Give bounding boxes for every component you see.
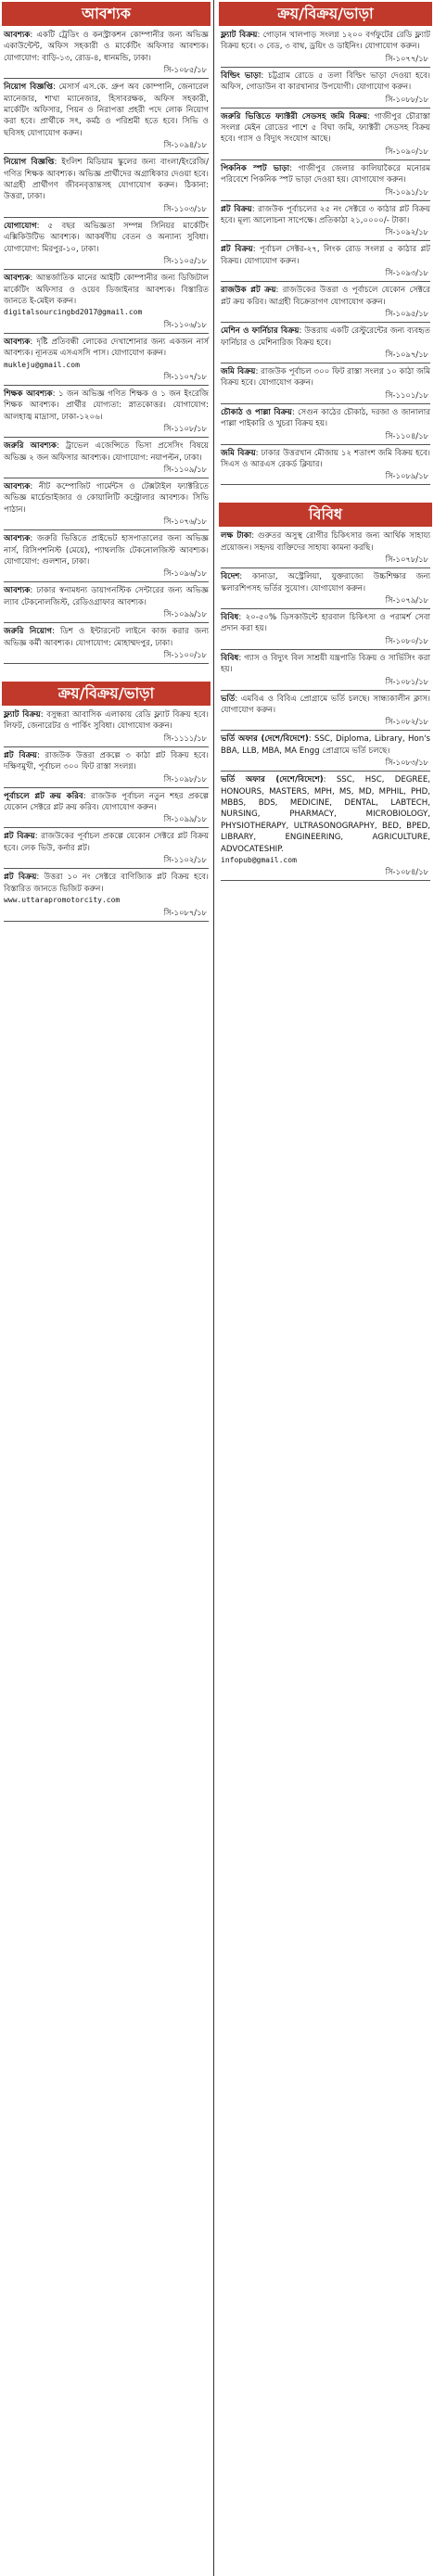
classified-ad: [221, 448, 430, 471]
ad-divider: [4, 787, 209, 788]
ad-title: বিদেশ: [221, 572, 240, 582]
ad-body: : SSC, Diploma, Library, Hon's BBA, LLB, MBA, MA Engg প্রোগ্রামে ভর্তি চলছে।: [221, 734, 430, 756]
section-heading-buy-sell-rent: ক্রয়/বিক্রয়/ভাড়া: [2, 682, 211, 706]
classified-ad: [4, 831, 209, 854]
ad-title: আবশ্যক: [4, 586, 31, 596]
ad-body: : ৫ বছর অভিজ্ঞতা সম্পন্ন সিনিয়র মার্কেটিং এক্সিকিউটিভ আবশ্যক। আকর্ষণীয় বেতন ও অন্যান্য সুবিধা। যোগাযোগ: মিরপুর-১০, ঢাকা।: [4, 221, 209, 254]
classified-ad: [221, 366, 430, 389]
ad-body: : দৃষ্টি প্রতিবন্ধী লোকের দেখাশোনার জন্য একজন নার্স আবশ্যক। ন্যূনতম এসএসসি পাস। যোগাযোগ করুন।: [4, 337, 209, 359]
ad-divider: [221, 730, 430, 731]
ad-title: প্লট বিক্রয়: [221, 204, 252, 214]
ad-title: আবশ্যক: [4, 481, 31, 491]
ad-title: ভর্তি: [221, 694, 236, 704]
ad-divider: [4, 217, 209, 218]
ad-divider: [221, 403, 430, 404]
ad-title: চৌকাঠ ও পাল্লা বিক্রয়: [221, 407, 292, 417]
ad-divider: [221, 240, 430, 241]
ad-divider: [4, 746, 209, 747]
ad-body: : ট্রাভেল এজেন্সিতে ভিসা প্রসেসিং বিষয়ে অভিজ্ঞ ২ জন অফিসার আবশ্যক। যোগাযোগ: নয়াপল্টন, ঢাকা।: [4, 441, 209, 463]
section-heading-buy-sell-rent-right: ক্রয়/বিক্রয়/ভাড়া: [219, 2, 432, 26]
ad-reference-code: সি-১১০৮/১৮: [163, 424, 207, 434]
ad-title: নিয়োগ বিজ্ঞপ্তি: [4, 158, 55, 168]
classified-ad: [221, 774, 430, 866]
ad-body: : বসুন্ধরা আবাসিক এলাকায় রেডি ফ্ল্যাট বিক্রয় হবে। লিফট, জেনারেটর ও পার্কিং সুবিধা। যোগাযোগ করুন।: [4, 710, 209, 732]
ad-reference-code: সি-১০৯০/১৮: [385, 146, 428, 156]
ad-title: পূর্বাচলে প্লট ক্রয় করিব: [4, 791, 83, 801]
ad-body: : সেগুন কাঠের চৌকাঠ, দরজা ও জানালার পাল্লা পাইকারি ও খুচরা বিক্রয় হয়।: [221, 407, 431, 429]
ad-reference-code: সি-১০৯৯/১৮: [163, 814, 207, 824]
ad-divider: [4, 333, 209, 334]
section-heading-wanted: আবশ্যক: [2, 2, 211, 26]
classified-ad: [221, 694, 430, 717]
ad-divider: [221, 444, 430, 445]
classified-ad: [4, 82, 209, 139]
ad-body: : ডিশ ও ইন্টারনেট লাইনে কাজ করার জন্য অভিজ্ঞ কর্মী আবশ্যক। যোগাযোগ: মোহাম্মদপুর, ঢাকা।: [4, 627, 209, 648]
ad-divider: [4, 622, 209, 623]
ad-reference-code: সি-১০৯২/১৮: [385, 227, 428, 237]
ad-body: : রাজউক উত্তরা প্রকল্পে ৩ কাঠা প্লট বিক্রয় হবে। দক্ষিণমুখী, পূর্বাচল ৩০০ ফিট রাস্তা সংলগ্ন।: [4, 750, 210, 772]
ad-reference-code: সি-১১০৭/১৮: [163, 371, 207, 381]
ad-title: নিয়োগ বিজ্ঞপ্তি: [4, 83, 54, 93]
ad-divider: [4, 581, 209, 582]
ad-divider: [4, 153, 209, 154]
ad-divider: [221, 567, 430, 568]
ad-body: : ১ জন অভিজ্ঞ গণিত শিক্ষক ও ১ জন ইংরেজি শিক্ষক আবশ্যক। প্রার্থীর যোগ্যতা: স্নাতকোত্তর। যোগাযোগ: আলহাজ্ব মাদ্রাসা, ঢাকা-১২০৬।: [4, 389, 210, 422]
ad-title: জমি বিক্রয়: [221, 366, 256, 376]
classified-ad: [221, 530, 430, 554]
ad-title: জরুরি ভিত্তিতে ফ্যাক্টরী সেডসহ জমি বিক্রয়: [221, 111, 368, 121]
ad-title: লক্ষ টাকা: [221, 531, 252, 542]
ad-reference-code: সি-১০৯৯/১৮: [163, 609, 207, 619]
ad-reference-code: সি-১০৯৩/১৮: [385, 268, 428, 278]
ad-body: : ঢাকার উত্তরখান মৌজায় ১২ শতাংশ জমি বিক্রয় হবে। সিএস ও আরএস রেকর্ড ক্লিয়ার।: [221, 448, 430, 469]
ad-body: : নীট কম্পোজিট গার্মেন্টস ও টেক্সটাইল ফ্যাক্টরিতে অভিজ্ঞ মার্চেন্ডাইজার ও কোয়ালিটি কন্ট্রোলার আবশ্যক। সিভি পাঠান।: [4, 481, 209, 515]
ad-divider: [221, 880, 430, 881]
ad-body: : গোড়ান খালপাড় সংলগ্ন ১২০০ বর্গফুটের রেডি ফ্ল্যাট বিক্রয় হবে। ৩ বেড, ৩ বাথ, ড্রয়িং ও ডাইনিং। যোগাযোগ করুন।: [221, 31, 430, 52]
ad-reference-code: সি-১১০৯/১৮: [163, 464, 207, 474]
ad-reference-code: সি-১০৭৯/১৮: [385, 594, 428, 605]
ad-title: ভর্তি অফার (দেশে/বিদেশে): [221, 734, 309, 745]
ad-title: যোগাযোগ: [4, 221, 37, 231]
ad-divider: [221, 484, 430, 485]
ad-title: প্লট বিক্রয়: [4, 750, 37, 760]
right-ads2-list: [219, 530, 432, 881]
ad-reference-code: সি-১০৯৬/১৮: [163, 568, 207, 579]
ad-reference-code: সি-১০৮২/১৮: [385, 717, 428, 727]
ad-title: আবশ্যক: [4, 31, 31, 40]
ad-reference-code: সি-১১০২/১৮: [163, 855, 207, 865]
ad-body: : এমবিএ ও বিবিএ প্রোগ্রামে ভর্তি চলছে। সান্ধ্যকালীন ক্লাস। যোগাযোগ করুন।: [221, 694, 430, 715]
classified-ad: [4, 533, 209, 567]
ad-body: : আন্তর্জাতিক মানের আইটি কোম্পানীর জন্য ডিজিটাল মার্কেটিং অফিসার ও ওয়েব ডিজাইনার আবশ্যক। বিস্তারিত জানতে ই-মেইল করুন।: [4, 274, 209, 306]
ad-divider: [221, 200, 430, 201]
ad-reference-code: সি-১১০০/১৮: [163, 650, 207, 660]
classified-ad: [4, 750, 209, 773]
classified-ad: [221, 30, 430, 53]
ad-title: আবশ্যক: [4, 274, 31, 284]
ad-body: : গাজীপুর জেলার কালিয়াকৈরে মনোরম পরিবেশে পিকনিক স্পট ভাড়া দেওয়া হয়। যোগাযোগ করুন।: [221, 163, 430, 185]
classified-ad: [221, 244, 430, 267]
ad-reference-code: সি-১০৮৭/১৮: [163, 907, 207, 917]
ad-body: : পূর্বাচল সেক্টর-২৭, লিংক রোড সংলগ্ন ৫ কাঠার প্লট বিক্রয়। যোগাযোগ করুন।: [221, 245, 430, 266]
ad-title: মেশিন ও ফার্নিচার বিক্রয়: [221, 326, 300, 337]
section-heading-miscellaneous: বিবিধ: [219, 503, 432, 527]
ad-reference-code: সি-১১০৩/১৮: [163, 203, 207, 213]
classified-ad: [4, 481, 209, 516]
ad-title: শিক্ষক আবশ্যক: [4, 389, 53, 399]
ad-title: প্লট বিক্রয়: [4, 873, 37, 883]
ad-body: : রাজউকের উত্তরা ও পূর্বাচলে যেকোন সেক্টরে প্লট ক্রয় করিব। আগ্রহী বিক্রেতাগণ যোগাযোগ করুন।: [221, 286, 430, 307]
ad-title: বিবিধ: [221, 612, 239, 622]
ad-title: জরুরি নিয়োগ: [4, 627, 53, 637]
ad-email-link[interactable]: infopub@gmail.com: [221, 856, 297, 865]
ad-body: : উত্তরা ১০ নং সেক্টরে বাণিজ্যিক প্লট বিক্রয় হবে। বিস্তারিত জানতে ভিজিট করুন।: [4, 873, 209, 894]
classified-ad: [4, 585, 209, 608]
ad-reference-code: সি-১০৮৩/১৮: [385, 758, 428, 768]
ad-reference-code: সি-১১০৫/১৮: [163, 256, 207, 266]
ad-body: : রাজউকের পূর্বাচল প্রকল্পে যেকোন সেক্টরে প্লট বিক্রয় হবে। লেক ভিউ, কর্নার প্লট।: [4, 832, 210, 853]
ad-body: : উত্তরায় একটি রেস্টুরেন্টের জন্য ব্যবহৃত ফার্নিচার ও মেশিনারিজ বিক্রয় হবে।: [221, 326, 430, 348]
classified-ad: [4, 157, 209, 203]
classified-ad: [4, 791, 209, 814]
ad-body: : গাজীপুর চৌরাস্তা সংলগ্ন মেইন রোডের পাশে ৫ বিঘা জমি, ফ্যাক্টরী সেডসহ বিক্রয় হবে। গ্যাস ও বিদ্যুৎ সংযোগ আছে।: [221, 111, 430, 145]
classified-ad: [4, 440, 209, 464]
classified-ad: [4, 709, 209, 733]
classified-ad: [221, 612, 430, 635]
classified-ad: [221, 407, 430, 430]
ad-title: জরুরি আবশ্যক: [4, 441, 57, 452]
ad-email-link[interactable]: mukleju@gmail.com: [4, 360, 80, 369]
classified-ad: [221, 111, 430, 146]
ad-title: ফ্ল্যাট বিক্রয়: [4, 710, 41, 721]
ad-title: প্লট বিক্রয়: [4, 832, 35, 842]
classified-ad: [4, 221, 209, 255]
classified-ad: [4, 337, 209, 371]
classified-ad: [221, 653, 430, 676]
ad-body: : ২০-৫০% ডিসকাউন্টে হারবাল চিকিৎসা ও পরামর্শ সেবা প্রদান করা হয়।: [221, 612, 430, 634]
ad-divider: [221, 322, 430, 323]
ad-reference-code: সি-১০৮০/১৮: [385, 635, 428, 645]
ad-reference-code: সি-১১০৬/১৮: [163, 319, 207, 329]
ad-body: : জরুরি ভিত্তিতে প্রাইভেট হাসপাতালের জন্য অভিজ্ঞ নার্স, রিসিপশনিস্ট (মেয়ে), প্যাথলজি টেকনোলজিস্ট আবশ্যক। যোগাযোগ: গুলশান, ঢাকা।: [4, 534, 209, 567]
right-column: [219, 0, 432, 2576]
ad-email-link[interactable]: digitalsourcingbd2017@gmail.com: [4, 308, 143, 317]
ad-divider: [221, 67, 430, 68]
ad-reference-code: সি-১০৯৪/১৮: [163, 140, 207, 150]
ad-body: : ইংলিশ মিডিয়াম স্কুলের জন্য বাংলা/ইংরেজি/গণিত শিক্ষক আবশ্যক। অভিজ্ঞ প্রার্থীদের অগ্রাধিকার দেওয়া হবে। আগ্রহী প্রার্থীগণ জীবনবৃত্তান্তসহ যোগাযোগ করুন। ঠিকানা: উত্তরা, ঢাকা।: [4, 158, 209, 202]
ad-divider: [221, 281, 430, 282]
ad-email-link[interactable]: www.uttarapromotorcity.com: [4, 896, 121, 905]
ad-body: : কানাডা, অস্ট্রেলিয়া, যুক্তরাজ্যে উচ্চশিক্ষার জন্য স্কলারশিপসহ ভর্তির সুযোগ। যোগাযোগ করুন।: [221, 572, 430, 593]
left-ads2-list: [2, 709, 211, 921]
ad-title: আবশ্যক: [4, 534, 31, 544]
ad-body: : রাজউক পূর্বাচলের ২৫ নং সেক্টরে ৩ কাঠার প্লট বিক্রয় হবে। মূল্য আলোচনা সাপেক্ষে। প্রতিকাঠা ২১,০০০০/- টাকা।: [221, 204, 431, 226]
classified-ad: [4, 389, 209, 423]
classified-ad: [4, 872, 209, 906]
classified-ad: [221, 70, 430, 94]
ad-reference-code: সি-১০৮১/১৮: [385, 676, 428, 686]
classified-ad: [4, 626, 209, 649]
ad-divider: [4, 868, 209, 869]
ad-body: : SSC, HSC, DEGREE, HONOURS, MASTERS, MPH, MS, MD, MPHIL, PHD, MBBS, BDS, MEDICINE, DENTAL, LABTECH, NURSING, PHARMACY, MICROBIOLOGY, PHYSIOTHERAPY, ULTRASONOGRAPHY, BED, BPED, LIBRARY, ENGINEERING, AGRICULTURE, ADVOCATESHIP.: [221, 775, 430, 854]
ad-divider: [4, 663, 209, 664]
classified-ad: [221, 163, 430, 186]
ad-reference-code: সি-১০৯৫/১৮: [385, 309, 428, 319]
ad-divider: [4, 437, 209, 438]
ad-title: ভর্তি অফার (দেশে/বিদেশে): [221, 775, 324, 785]
ad-reference-code: সি-১০৮৮/১৮: [385, 94, 428, 104]
ad-body: : একটি ট্রেডিং ও কনস্ট্রাকশন কোম্পানীর জন্য অভিজ্ঞ একাউন্টেন্ট, অফিস সহকারী ও মার্কেটিং অফিসার আবশ্যক। যোগাযোগ: বাড়ি-১৩, রোড-৪, ধানমন্ডি, ঢাকা।: [4, 31, 209, 63]
ad-title: রাজউক প্লট ক্রয়: [221, 286, 276, 296]
ad-body: : গ্যাস ও বিদ্যুৎ বিল সাশ্রয়ী যন্ত্রপাতি বিক্রয় ও সার্ভিসিং করা হয়।: [221, 653, 430, 675]
ad-reference-code: সি-১০৮৫/১৮: [163, 65, 207, 75]
classified-ad: [221, 285, 430, 308]
ad-reference-code: সি-১০৯৮/১৮: [163, 773, 207, 784]
left-ads-list: [2, 30, 211, 664]
ad-divider: [221, 608, 430, 609]
ad-title: ফ্ল্যাট বিক্রয়: [221, 31, 258, 40]
ad-divider: [221, 771, 430, 772]
ad-title: বিল্ডিং ভাড়া: [221, 70, 262, 81]
ad-divider: [221, 690, 430, 691]
ad-reference-code: সি-১০৮৯/১৮: [385, 471, 428, 481]
classified-ad: [221, 571, 430, 594]
ad-title: প্লট বিক্রয়: [221, 245, 253, 255]
right-ads-list: [219, 30, 432, 485]
classified-ad: [221, 733, 430, 757]
ad-reference-code: সি-১১০১/১৮: [385, 389, 428, 400]
classified-ad: [4, 30, 209, 64]
classified-ad: [221, 325, 430, 349]
ad-body: : রাজউক পূর্বাচল ৩০০ ফিট রাস্তা সংলগ্ন ১০ কাঠা জমি বিক্রয় হবে। যোগাযোগ করুন।: [221, 366, 430, 389]
ad-reference-code: সি-১০৮৪/১৮: [385, 867, 428, 877]
ad-reference-code: সি-১০৭৮/১৮: [385, 555, 428, 565]
ad-body: : ঢাকার স্বনামধন্য ডায়াগনস্টিক সেন্টারের জন্য অভিজ্ঞ ল্যাব টেকনোলজিস্ট, রেডিওগ্রাফার আবশ্যক।: [4, 586, 209, 607]
ad-body: : রাজউক পূর্বাচল নতুন শহর প্রকল্পে যেকোন সেক্টরে প্লট ক্রয় করিব। যোগাযোগ করুন।: [4, 791, 210, 813]
ad-reference-code: সি-১০৯১/১৮: [385, 186, 428, 197]
ad-divider: [4, 529, 209, 530]
ad-divider: [4, 269, 209, 270]
ad-divider: [4, 827, 209, 828]
ad-divider: [4, 385, 209, 386]
ad-title: পিকনিক স্পট ভাড়া: [221, 163, 290, 173]
ad-reference-code: সি-১১১১/১৮: [163, 733, 207, 743]
ad-reference-code: সি-১০৯৭/১৮: [385, 349, 428, 359]
ad-title: বিবিধ: [221, 653, 239, 663]
ad-reference-code: সি-১০৭৭/১৮: [385, 53, 428, 63]
classified-ad: [221, 204, 430, 227]
ad-reference-code: সি-১১০৪/১৮: [385, 430, 428, 440]
classified-ad: [4, 273, 209, 319]
ad-body: : গুরুতর অসুস্থ রোগীর চিকিৎসার জন্য আর্থিক সাহায্য প্রয়োজন। সহৃদয় ব্যক্তিদের সাহায্য কামনা করছি।: [221, 531, 430, 553]
ad-body: : মেসার্স এস.কে. গ্রুপ অব কোম্পানি, জেনারেল ম্যানেজার, শাখা ম্যানেজার, হিসাবরক্ষক, অফিস সহকারী, মার্কেটিং অফিসার, পিয়ন ও নিরাপত্তা প্রহরী পদে লোক নিয়োগ করা হবে। প্রার্থীকে সৎ, কর্মঠ ও পরিশ্রমী হতে হবে। সিভি ও ছবিসহ যোগাযোগ করুন।: [4, 83, 209, 138]
ad-body: : চট্টগ্রাম রোডে ৫ তলা বিল্ডিং ভাড়া দেওয়া হবে। অফিস, গোডাউন বা কারখানার উপযোগী। যোগাযোগ করুন।: [221, 70, 430, 93]
ad-reference-code: সি-১০৭৬/১৮: [163, 516, 207, 527]
ad-divider: [4, 921, 209, 922]
ad-divider: [221, 649, 430, 650]
ad-title: আবশ্যক: [4, 337, 31, 347]
ad-title: জমি বিক্রয়: [221, 448, 256, 458]
ad-divider: [4, 78, 209, 79]
left-column: [2, 0, 214, 2576]
ad-divider: [221, 159, 430, 160]
